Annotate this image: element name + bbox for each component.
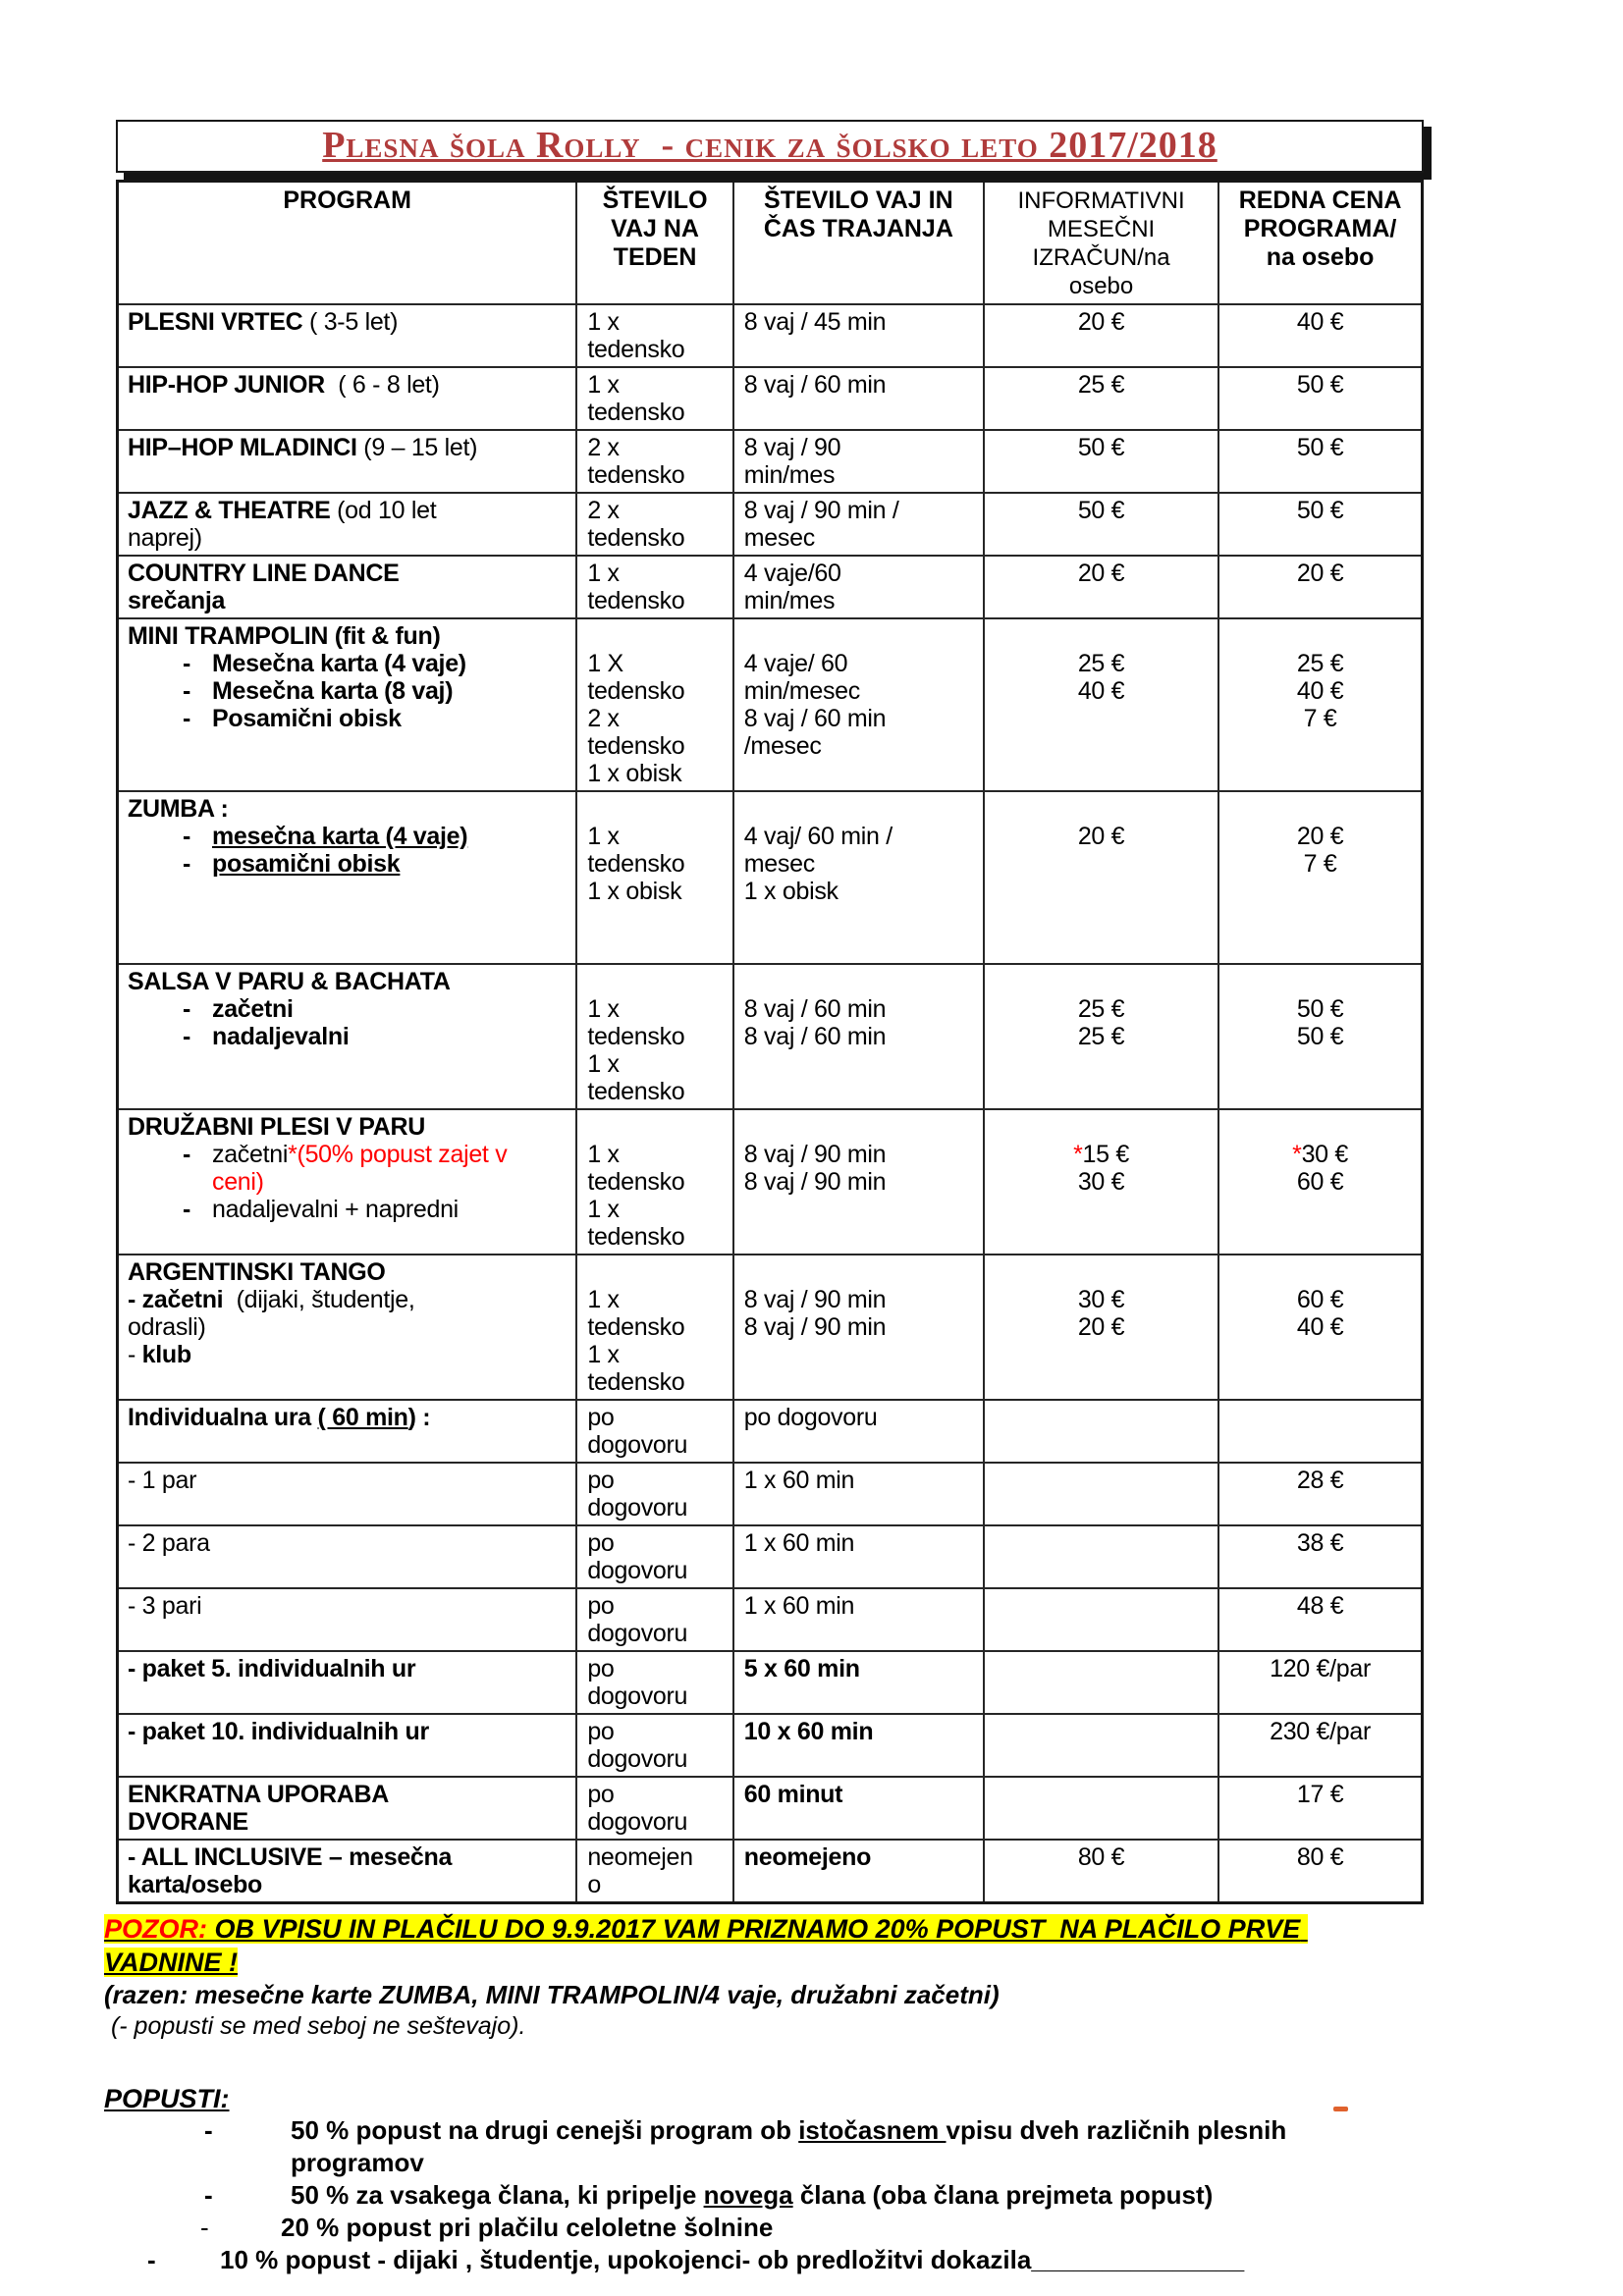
cell-regular-price: 50 € 50 € [1218,964,1422,1109]
bullet-dash: - [204,2180,213,2210]
table-row [118,1525,1423,1588]
exceptions-note: (razen: mesečne karte ZUMBA, MINI TRAMPOLIN/4 vaje, družabni začetni) [104,1980,1000,2009]
table-row [118,791,1423,964]
discount-item: - 50 % popust na drugi cenejši program ob istočasnem vpisu dveh različnih plesnih programov [104,2114,1424,2179]
cell-monthly-estimate [984,1588,1218,1651]
table-row [118,964,1423,1109]
pozor-note [104,1912,1424,1979]
cell-weekly-frequency: 1 x tedensko [576,556,732,618]
cell-regular-price [1218,1400,1422,1463]
cell-weekly-frequency: 1 X tedensko 2 x tedensko 1 x obisk [576,618,732,791]
cell-weekly-frequency: 2 x tedensko [576,430,732,493]
cell-monthly-estimate [984,1651,1218,1714]
table-row [118,1651,1423,1714]
cell-regular-price: 20 € [1218,556,1422,618]
cell-regular-price: *30 € 60 € [1218,1109,1422,1255]
cell-weekly-frequency: po dogovoru [576,1463,732,1525]
discount-item: - 50 % za vsakega člana, ki pripelje novega člana (oba člana prejmeta popust) [104,2179,1424,2212]
cell-sessions-duration: 60 minut [733,1777,984,1840]
bullet-dash: - [183,850,191,878]
column-header-3: INFORMATIVNI MESEČNI IZRAČUN/na osebo [984,182,1218,305]
title-box [116,120,1424,173]
table-row [118,1109,1423,1255]
cell-regular-price: 28 € [1218,1463,1422,1525]
cell-program: ENKRATNA UPORABA DVORANE [118,1777,577,1840]
cell-monthly-estimate [984,1777,1218,1840]
table-body [118,304,1423,1903]
page-title: Plesna šola Rolly - cenik za šolsko leto 2017/2018 [322,125,1217,166]
table-row [118,618,1423,791]
table-row [118,1777,1423,1840]
cell-monthly-estimate: 20 € [984,556,1218,618]
cell-regular-price: 38 € [1218,1525,1422,1588]
table-row [118,1840,1423,1903]
bullet-dash: - [183,823,191,850]
cell-program: - paket 10. individualnih ur [118,1714,577,1777]
cell-monthly-estimate [984,1525,1218,1588]
cell-sessions-duration: 4 vaje/ 60 min/mesec 8 vaj / 60 min /mesec [733,618,984,791]
cell-monthly-estimate: 20 € [984,791,1218,964]
footer-notes [104,1912,1424,2276]
bullet-dash: - [183,1141,191,1168]
cell-sessions-duration: 8 vaj / 45 min [733,304,984,367]
cell-regular-price: 50 € [1218,430,1422,493]
price-table [116,180,1424,1904]
table-row [118,1714,1423,1777]
cell-sessions-duration: 5 x 60 min [733,1651,984,1714]
cell-program: ARGENTINSKI TANGO - začetni (dijaki, študentje, odrasli) - klub [118,1255,577,1400]
cell-program: DRUŽABNI PLESI V PARU - začetni*(50% popust zajet v ceni) - nadaljevalni + napredni [118,1109,577,1255]
cell-monthly-estimate: 30 € 20 € [984,1255,1218,1400]
discount-item: - 10 % popust - dijaki , študentje, upokojenci- ob predložitvi dokazila_______________ [104,2244,1424,2276]
cell-monthly-estimate: 50 € [984,430,1218,493]
table-row [118,1588,1423,1651]
table-row [118,1400,1423,1463]
cell-weekly-frequency: 2 x tedensko [576,493,732,556]
cell-sessions-duration: 1 x 60 min [733,1588,984,1651]
cell-regular-price: 50 € [1218,493,1422,556]
table-row [118,367,1423,430]
cell-program: HIP–HOP MLADINCI (9 – 15 let) [118,430,577,493]
bullet-dash: - [183,1196,191,1223]
table-header-row [118,182,1423,305]
bullet-dash: - [204,2115,213,2145]
cell-sessions-duration: neomejeno [733,1840,984,1903]
cell-sessions-duration: 8 vaj / 60 min [733,367,984,430]
discounts-list [104,2114,1424,2276]
cell-regular-price: 40 € [1218,304,1422,367]
cell-sessions-duration: 4 vaje/60 min/mes [733,556,984,618]
cell-monthly-estimate [984,1714,1218,1777]
cell-weekly-frequency: 1 x tedensko 1 x obisk [576,791,732,964]
cell-regular-price: 48 € [1218,1588,1422,1651]
table-row [118,1463,1423,1525]
cell-monthly-estimate: 25 € 25 € [984,964,1218,1109]
cell-weekly-frequency: po dogovoru [576,1777,732,1840]
no-sum-note: (- popusti se med seboj ne seštevajo). [104,2012,526,2040]
cell-program: - 1 par [118,1463,577,1525]
cell-monthly-estimate [984,1463,1218,1525]
cell-sessions-duration: 8 vaj / 90 min 8 vaj / 90 min [733,1255,984,1400]
cell-monthly-estimate: 25 € 40 € [984,618,1218,791]
cell-weekly-frequency: 1 x tedensko [576,367,732,430]
cell-regular-price: 230 €/par [1218,1714,1422,1777]
price-list-document [104,120,1424,2276]
cell-program: - paket 5. individualnih ur [118,1651,577,1714]
cell-regular-price: 60 € 40 € [1218,1255,1422,1400]
cell-program: - ALL INCLUSIVE – mesečna karta/osebo [118,1840,577,1903]
cell-weekly-frequency: po dogovoru [576,1400,732,1463]
cell-regular-price: 50 € [1218,367,1422,430]
table-row [118,556,1423,618]
bullet-dash: - [183,677,191,705]
discounts-heading: POPUSTI: [104,2084,230,2113]
cell-regular-price: 17 € [1218,1777,1422,1840]
cell-monthly-estimate: 80 € [984,1840,1218,1903]
column-header-1: ŠTEVILO VAJ NA TEDEN [576,182,732,305]
cell-weekly-frequency: po dogovoru [576,1714,732,1777]
cell-program: MINI TRAMPOLIN (fit & fun) - Mesečna karta (4 vaje) - Mesečna karta (8 vaj) - Posamični obisk [118,618,577,791]
cell-program: COUNTRY LINE DANCE srečanja [118,556,577,618]
cell-program: ZUMBA : - mesečna karta (4 vaje) - posamični obisk [118,791,577,964]
bullet-dash: - [183,650,191,677]
cell-weekly-frequency: 1 x tedensko [576,304,732,367]
cell-sessions-duration: 1 x 60 min [733,1463,984,1525]
cell-program: SALSA V PARU & BACHATA - začetni - nadaljevalni [118,964,577,1109]
cell-sessions-duration: 8 vaj / 90 min / mesec [733,493,984,556]
pozor-label: POZOR: [104,1914,207,1944]
cell-program: Individualna ura ( 60 min) : [118,1400,577,1463]
cell-sessions-duration: 4 vaj/ 60 min / mesec 1 x obisk [733,791,984,964]
cell-weekly-frequency: po dogovoru [576,1651,732,1714]
bullet-dash: - [200,2213,209,2242]
cell-sessions-duration: 8 vaj / 60 min 8 vaj / 60 min [733,964,984,1109]
table-row [118,1255,1423,1400]
cell-weekly-frequency: po dogovoru [576,1588,732,1651]
table-row [118,430,1423,493]
cell-program: JAZZ & THEATRE (od 10 let naprej) [118,493,577,556]
cell-weekly-frequency: po dogovoru [576,1525,732,1588]
cell-sessions-duration: po dogovoru [733,1400,984,1463]
bullet-dash: - [183,995,191,1023]
cell-regular-price: 25 € 40 € 7 € [1218,618,1422,791]
cell-weekly-frequency: 1 x tedensko 1 x tedensko [576,1255,732,1400]
cell-regular-price: 80 € [1218,1840,1422,1903]
cell-weekly-frequency: 1 x tedensko 1 x tedensko [576,1109,732,1255]
column-header-4: REDNA CENA PROGRAMA/ na osebo [1218,182,1422,305]
cell-sessions-duration: 10 x 60 min [733,1714,984,1777]
cell-program: - 2 para [118,1525,577,1588]
cell-monthly-estimate: 20 € [984,304,1218,367]
cell-weekly-frequency: neomejen o [576,1840,732,1903]
table-header [118,182,1423,305]
cell-program: HIP-HOP JUNIOR ( 6 - 8 let) [118,367,577,430]
column-header-2: ŠTEVILO VAJ IN ČAS TRAJANJA [733,182,984,305]
table-row [118,493,1423,556]
discount-item: - 20 % popust pri plačilu celoletne šolnine [104,2212,1424,2244]
cell-sessions-duration: 1 x 60 min [733,1525,984,1588]
cell-monthly-estimate [984,1400,1218,1463]
cell-weekly-frequency: 1 x tedensko 1 x tedensko [576,964,732,1109]
cell-regular-price: 20 € 7 € [1218,791,1422,964]
bullet-dash: - [183,1023,191,1050]
stray-red-dash-mark [1333,2107,1348,2111]
table-row [118,304,1423,367]
cell-monthly-estimate: 50 € [984,493,1218,556]
cell-sessions-duration: 8 vaj / 90 min/mes [733,430,984,493]
cell-program: - 3 pari [118,1588,577,1651]
column-header-0: PROGRAM [118,182,577,305]
bullet-dash: - [147,2245,156,2274]
cell-monthly-estimate: 25 € [984,367,1218,430]
cell-program: PLESNI VRTEC ( 3-5 let) [118,304,577,367]
cell-monthly-estimate: *15 € 30 € [984,1109,1218,1255]
cell-regular-price: 120 €/par [1218,1651,1422,1714]
bullet-dash: - [183,705,191,732]
cell-sessions-duration: 8 vaj / 90 min 8 vaj / 90 min [733,1109,984,1255]
pozor-text: OB VPISU IN PLAČILU DO 9.9.2017 VAM PRIZNAMO 20% POPUST NA PLAČILO PRVE VADNINE ! [104,1914,1308,1977]
